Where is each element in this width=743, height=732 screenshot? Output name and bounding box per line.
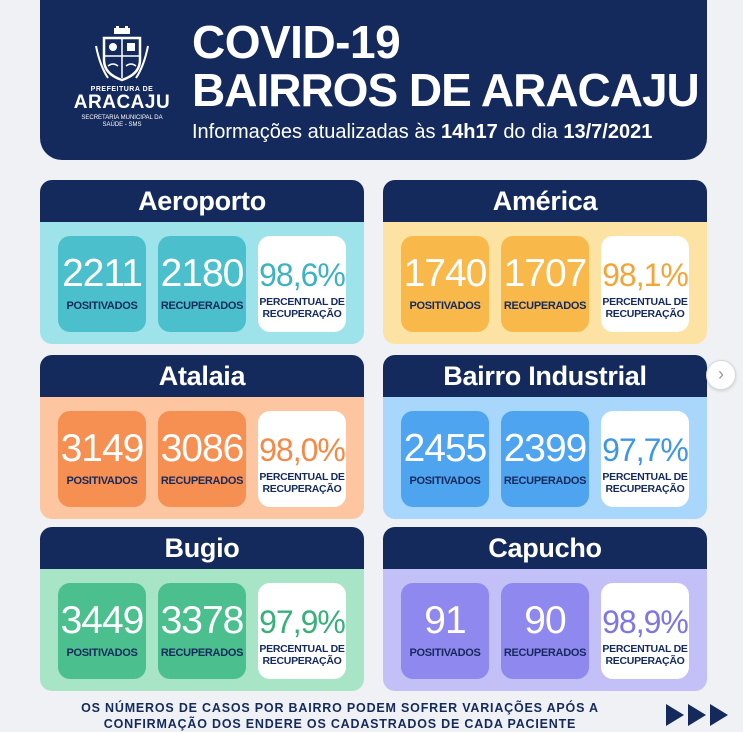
percentual-label-line1: PERCENTUAL DE [602,471,688,483]
title-bairros: BAIRROS DE ARACAJU [192,64,699,116]
recuperados-value: 3378 [160,599,244,642]
card-title: Bairro Industrial [383,355,707,397]
logo-secretaria: SECRETARIA MUNICIPAL DA SAÚDE - SMS [81,115,163,128]
percentual-label-line2: RECUPERAÇÃO [262,483,342,495]
logo-city: ARACAJU [73,92,171,113]
arrow-right-icon [710,704,728,726]
recuperados-value: 3086 [160,427,244,470]
percentual-label-line1: PERCENTUAL DE [259,643,345,655]
carousel-next-button[interactable] [706,360,736,390]
card-aeroporto [40,180,364,344]
update-prefix: Informações atualizadas às [192,121,436,143]
percentual-value: 98,0% [259,432,345,468]
card-body [40,397,364,519]
positivos-value: 3149 [60,427,144,470]
positivos-label: POSITIVADOS [409,647,481,659]
city-crest-icon [94,26,150,84]
positivos-value: 2455 [403,427,487,470]
recuperados-box [158,411,246,507]
card-america [383,180,707,344]
card-title: Atalaia [40,355,364,397]
footer-note-line2: CONFIRMAÇÃO DOS ENDERE OS CADASTRADOS DE CADA PACIENTE [103,717,577,731]
footer-note-line1: OS NÚMEROS DE CASOS POR BAIRRO PODEM SOFRER VARIAÇÕES APÓS A [81,701,599,715]
recuperados-box [501,583,589,679]
recuperados-label: RECUPERADOS [503,300,587,312]
percentual-value: 98,6% [259,257,345,293]
percentual-label [601,471,689,495]
recuperados-value: 1707 [503,252,587,295]
recuperados-value: 2399 [503,427,587,470]
positivos-label: POSITIVADOS [66,647,138,659]
percentual-label-line1: PERCENTUAL DE [602,643,688,655]
percentual-label [601,296,689,320]
percentual-label-line2: RECUPERAÇÃO [262,308,342,320]
positivos-box [58,411,146,507]
arrow-right-icon [688,704,706,726]
card-body [383,222,707,344]
card-body [383,397,707,519]
percentual-box [601,583,689,679]
title-covid: COVID-19 [192,16,401,68]
percentual-value: 98,9% [602,604,688,640]
percentual-box [258,583,346,679]
footer-note [40,700,640,732]
card-title: Capucho [383,527,707,569]
percentual-label-line1: PERCENTUAL DE [259,471,345,483]
chevron-right-icon: › [718,364,724,384]
positivos-label: POSITIVADOS [409,475,481,487]
recuperados-box [501,411,589,507]
positivos-label: POSITIVADOS [409,300,481,312]
percentual-label-line2: RECUPERAÇÃO [605,483,685,495]
positivos-value: 91 [424,599,466,642]
logo-prefeitura: PREFEITURA DE [90,86,154,93]
update-mid: do dia [503,121,558,143]
percentual-box [601,411,689,507]
card-body [40,569,364,691]
positivos-value: 2211 [62,252,142,295]
percentual-label-line2: RECUPERAÇÃO [605,655,685,667]
update-time: 14h17 [441,121,498,143]
recuperados-label: RECUPERADOS [503,475,587,487]
card-title: América [383,180,707,222]
percentual-value: 97,9% [259,604,345,640]
percentual-box [258,236,346,332]
positivos-value: 1740 [403,252,487,295]
percentual-label-line1: PERCENTUAL DE [602,296,688,308]
card-title: Aeroporto [40,180,364,222]
recuperados-label: RECUPERADOS [160,475,244,487]
card-bairro-industrial [383,355,707,519]
positivos-box [58,583,146,679]
card-body [383,569,707,691]
percentual-value: 98,1% [602,257,688,293]
card-body [40,222,364,344]
percentual-box [601,236,689,332]
recuperados-box [158,583,246,679]
recuperados-value: 90 [524,599,566,642]
header-banner [40,0,707,160]
triple-arrow-right-icon [666,704,728,726]
positivos-box [58,236,146,332]
percentual-label [258,471,346,495]
card-bugio [40,527,364,691]
percentual-box [258,411,346,507]
positivos-box [401,411,489,507]
percentual-label-line2: RECUPERAÇÃO [262,655,342,667]
positivos-box [401,236,489,332]
card-title: Bugio [40,527,364,569]
arrow-right-icon [666,704,684,726]
recuperados-label: RECUPERADOS [160,300,244,312]
percentual-label [601,643,689,667]
percentual-label [258,296,346,320]
positivos-label: POSITIVADOS [66,300,138,312]
recuperados-label: RECUPERADOS [503,647,587,659]
recuperados-box [158,236,246,332]
aracaju-logo [72,26,172,129]
update-date: 13/7/2021 [563,121,653,143]
card-capucho [383,527,707,691]
update-info [192,121,652,143]
recuperados-value: 2180 [160,252,244,295]
recuperados-box [501,236,589,332]
percentual-label-line2: RECUPERAÇÃO [605,308,685,320]
percentual-label-line1: PERCENTUAL DE [259,296,345,308]
positivos-box [401,583,489,679]
recuperados-label: RECUPERADOS [160,647,244,659]
card-atalaia [40,355,364,519]
percentual-value: 97,7% [602,432,688,468]
positivos-value: 3449 [60,599,144,642]
positivos-label: POSITIVADOS [66,475,138,487]
percentual-label [258,643,346,667]
